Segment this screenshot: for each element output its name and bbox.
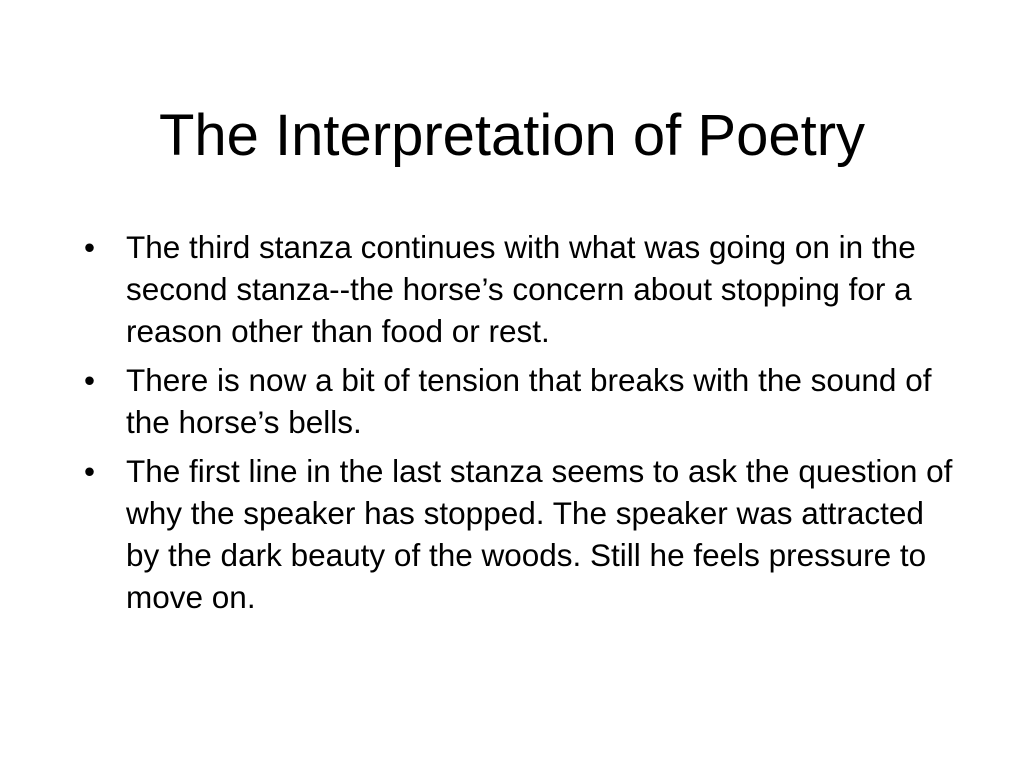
bullet-text: There is now a bit of tension that breaks with the sound of the horse’s bells. <box>126 362 932 440</box>
bullet-point-icon: • <box>84 453 96 489</box>
bullet-text: The third stanza continues with what was going on in the second stanza--the horse’s concern about stopping for a reason other than food or rest. <box>126 229 916 349</box>
bullet-point-icon: • <box>84 362 96 398</box>
bullet-item <box>84 226 954 352</box>
bullet-point-icon: • <box>84 229 96 265</box>
slide-title: The Interpretation of Poetry <box>158 103 866 168</box>
bullet-item <box>84 450 954 618</box>
bullet-text: The first line in the last stanza seems to ask the question of why the speaker has stopped. The speaker was attracted by the dark beauty of the woods. Still he feels pressure to move on. <box>126 453 953 615</box>
bullet-list <box>84 226 954 625</box>
bullet-item <box>84 359 954 443</box>
